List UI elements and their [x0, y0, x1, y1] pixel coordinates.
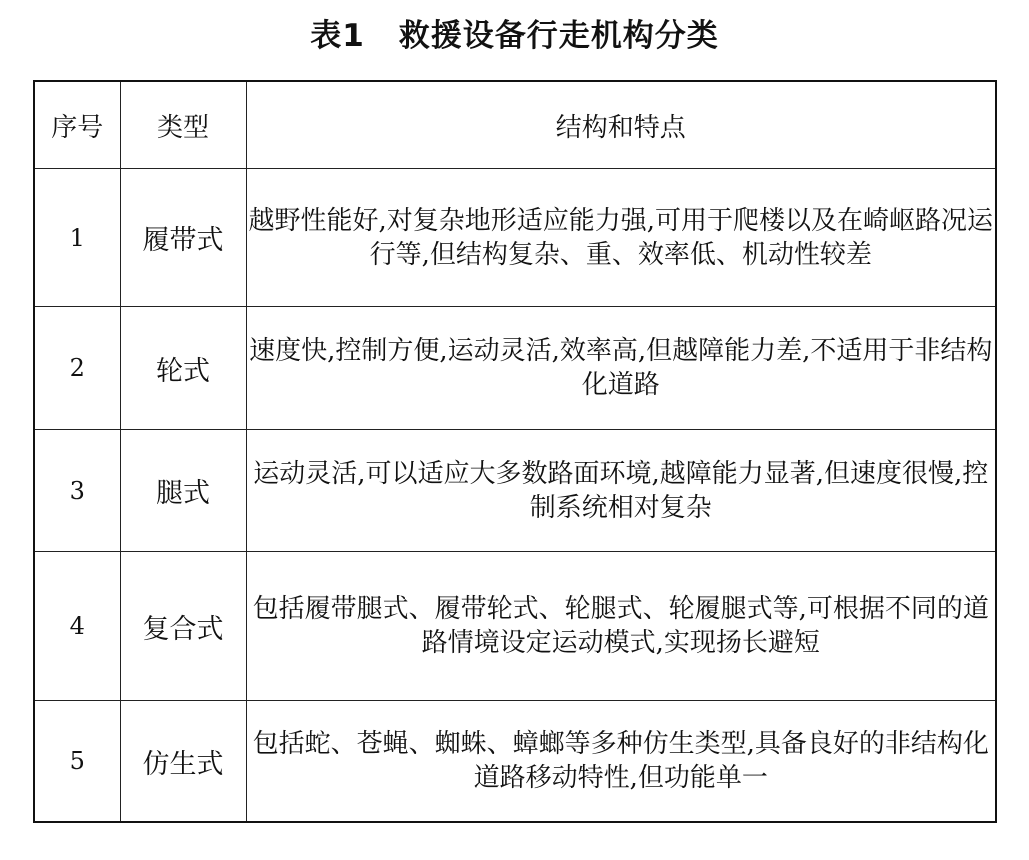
table-row — [34, 701, 996, 823]
cell-type: 腿式 — [120, 430, 246, 552]
cell-type: 轮式 — [120, 307, 246, 430]
table-caption — [0, 14, 1029, 58]
table-row — [34, 169, 996, 307]
header-row — [34, 81, 996, 169]
header-type: 类型 — [120, 81, 246, 169]
cell-no: 5 — [34, 701, 120, 823]
table-title: 救援设备行走机构分类 — [398, 18, 719, 54]
table-row — [34, 552, 996, 701]
cell-desc: 速度快,控制方便,运动灵活,效率高,但越障能力差,不适用于非结构化道路 — [246, 307, 996, 430]
cell-type: 复合式 — [120, 552, 246, 701]
cell-no: 2 — [34, 307, 120, 430]
cell-no: 1 — [34, 169, 120, 307]
table-row — [34, 430, 996, 552]
cell-desc: 运动灵活,可以适应大多数路面环境,越障能力显著,但速度很慢,控制系统相对复杂 — [246, 430, 996, 552]
header-desc: 结构和特点 — [246, 81, 996, 169]
header-no: 序号 — [34, 81, 120, 169]
cell-type: 履带式 — [120, 169, 246, 307]
cell-desc: 越野性能好,对复杂地形适应能力强,可用于爬楼以及在崎岖路况运行等,但结构复杂、重、效率低、机动性较差 — [246, 169, 996, 307]
classification-table — [33, 80, 997, 823]
cell-desc: 包括履带腿式、履带轮式、轮腿式、轮履腿式等,可根据不同的道路情境设定运动模式,实现扬长避短 — [246, 552, 996, 701]
cell-no: 4 — [34, 552, 120, 701]
cell-type: 仿生式 — [120, 701, 246, 823]
table-number: 表1 — [310, 18, 365, 54]
cell-no: 3 — [34, 430, 120, 552]
table-row — [34, 307, 996, 430]
cell-desc: 包括蛇、苍蝇、蜘蛛、蟑螂等多种仿生类型,具备良好的非结构化道路移动特性,但功能单一 — [246, 701, 996, 823]
